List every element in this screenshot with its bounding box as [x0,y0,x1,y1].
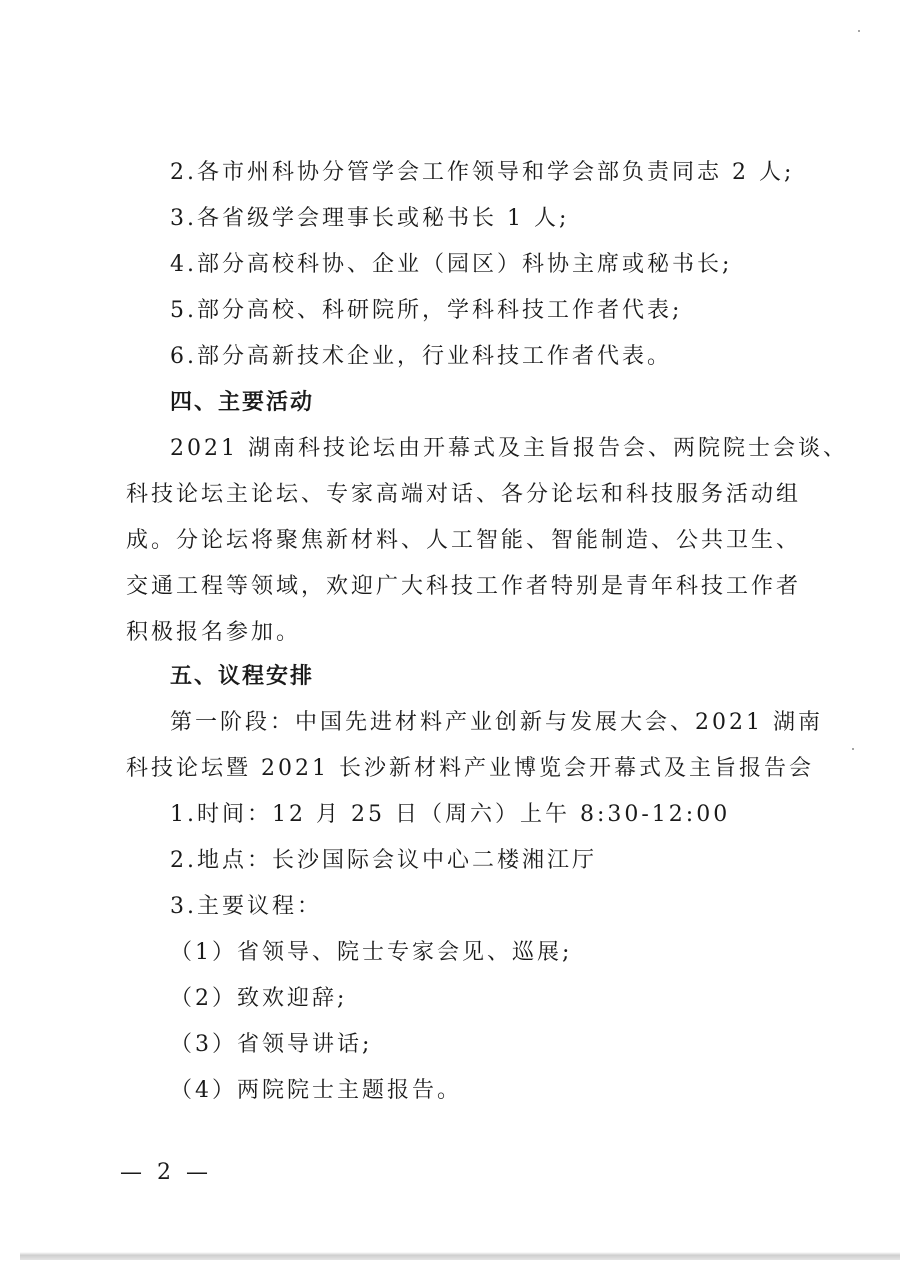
list-item: 6.部分高新技术企业，行业科技工作者代表。 [170,344,672,369]
agenda-label: 3.主要议程： [170,894,322,919]
scan-edge [20,1252,900,1260]
paragraph-line: 积极报名参加。 [126,620,302,645]
paragraph-line: 2021 湖南科技论坛由开幕式及主旨报告会、两院院士会谈、 [170,436,848,461]
agenda-location: 2.地点：长沙国际会议中心二楼湘江厅 [170,848,597,873]
paragraph-line: 交通工程等领域，欢迎广大科技工作者特别是青年科技工作者 [126,574,802,599]
stage-line: 科技论坛暨 2021 长沙新材料产业博览会开幕式及主旨报告会 [126,756,814,781]
agenda-item: （1）省领导、院士专家会见、巡展; [170,940,573,965]
section-heading-agenda: 五、议程安排 [170,664,315,689]
page-number: — 2 — [120,1160,212,1185]
list-item: 3.各省级学会理事长或秘书长 1 人; [170,206,570,231]
scan-speck [858,30,860,32]
list-item: 2.各市州科协分管学会工作领导和学会部负责同志 2 人; [170,160,795,185]
agenda-time: 1.时间：12 月 25 日（周六）上午 8:30-12:00 [170,802,731,827]
paragraph-line: 成。分论坛将聚焦新材料、人工智能、智能制造、公共卫生、 [126,528,802,553]
list-item: 5.部分高校、科研院所，学科科技工作者代表; [170,298,683,323]
scan-speck [852,748,854,750]
agenda-item: （2）致欢迎辞; [170,986,348,1011]
section-heading-activities: 四、主要活动 [170,390,315,415]
list-item: 4.部分高校科协、企业（园区）科协主席或秘书长; [170,252,733,277]
stage-line: 第一阶段：中国先进材料产业创新与发展大会、2021 湖南 [170,710,823,735]
paragraph-line: 科技论坛主论坛、专家高端对话、各分论坛和科技服务活动组 [126,482,802,507]
agenda-item: （4）两院院士主题报告。 [170,1078,462,1103]
agenda-item: （3）省领导讲话; [170,1032,373,1057]
